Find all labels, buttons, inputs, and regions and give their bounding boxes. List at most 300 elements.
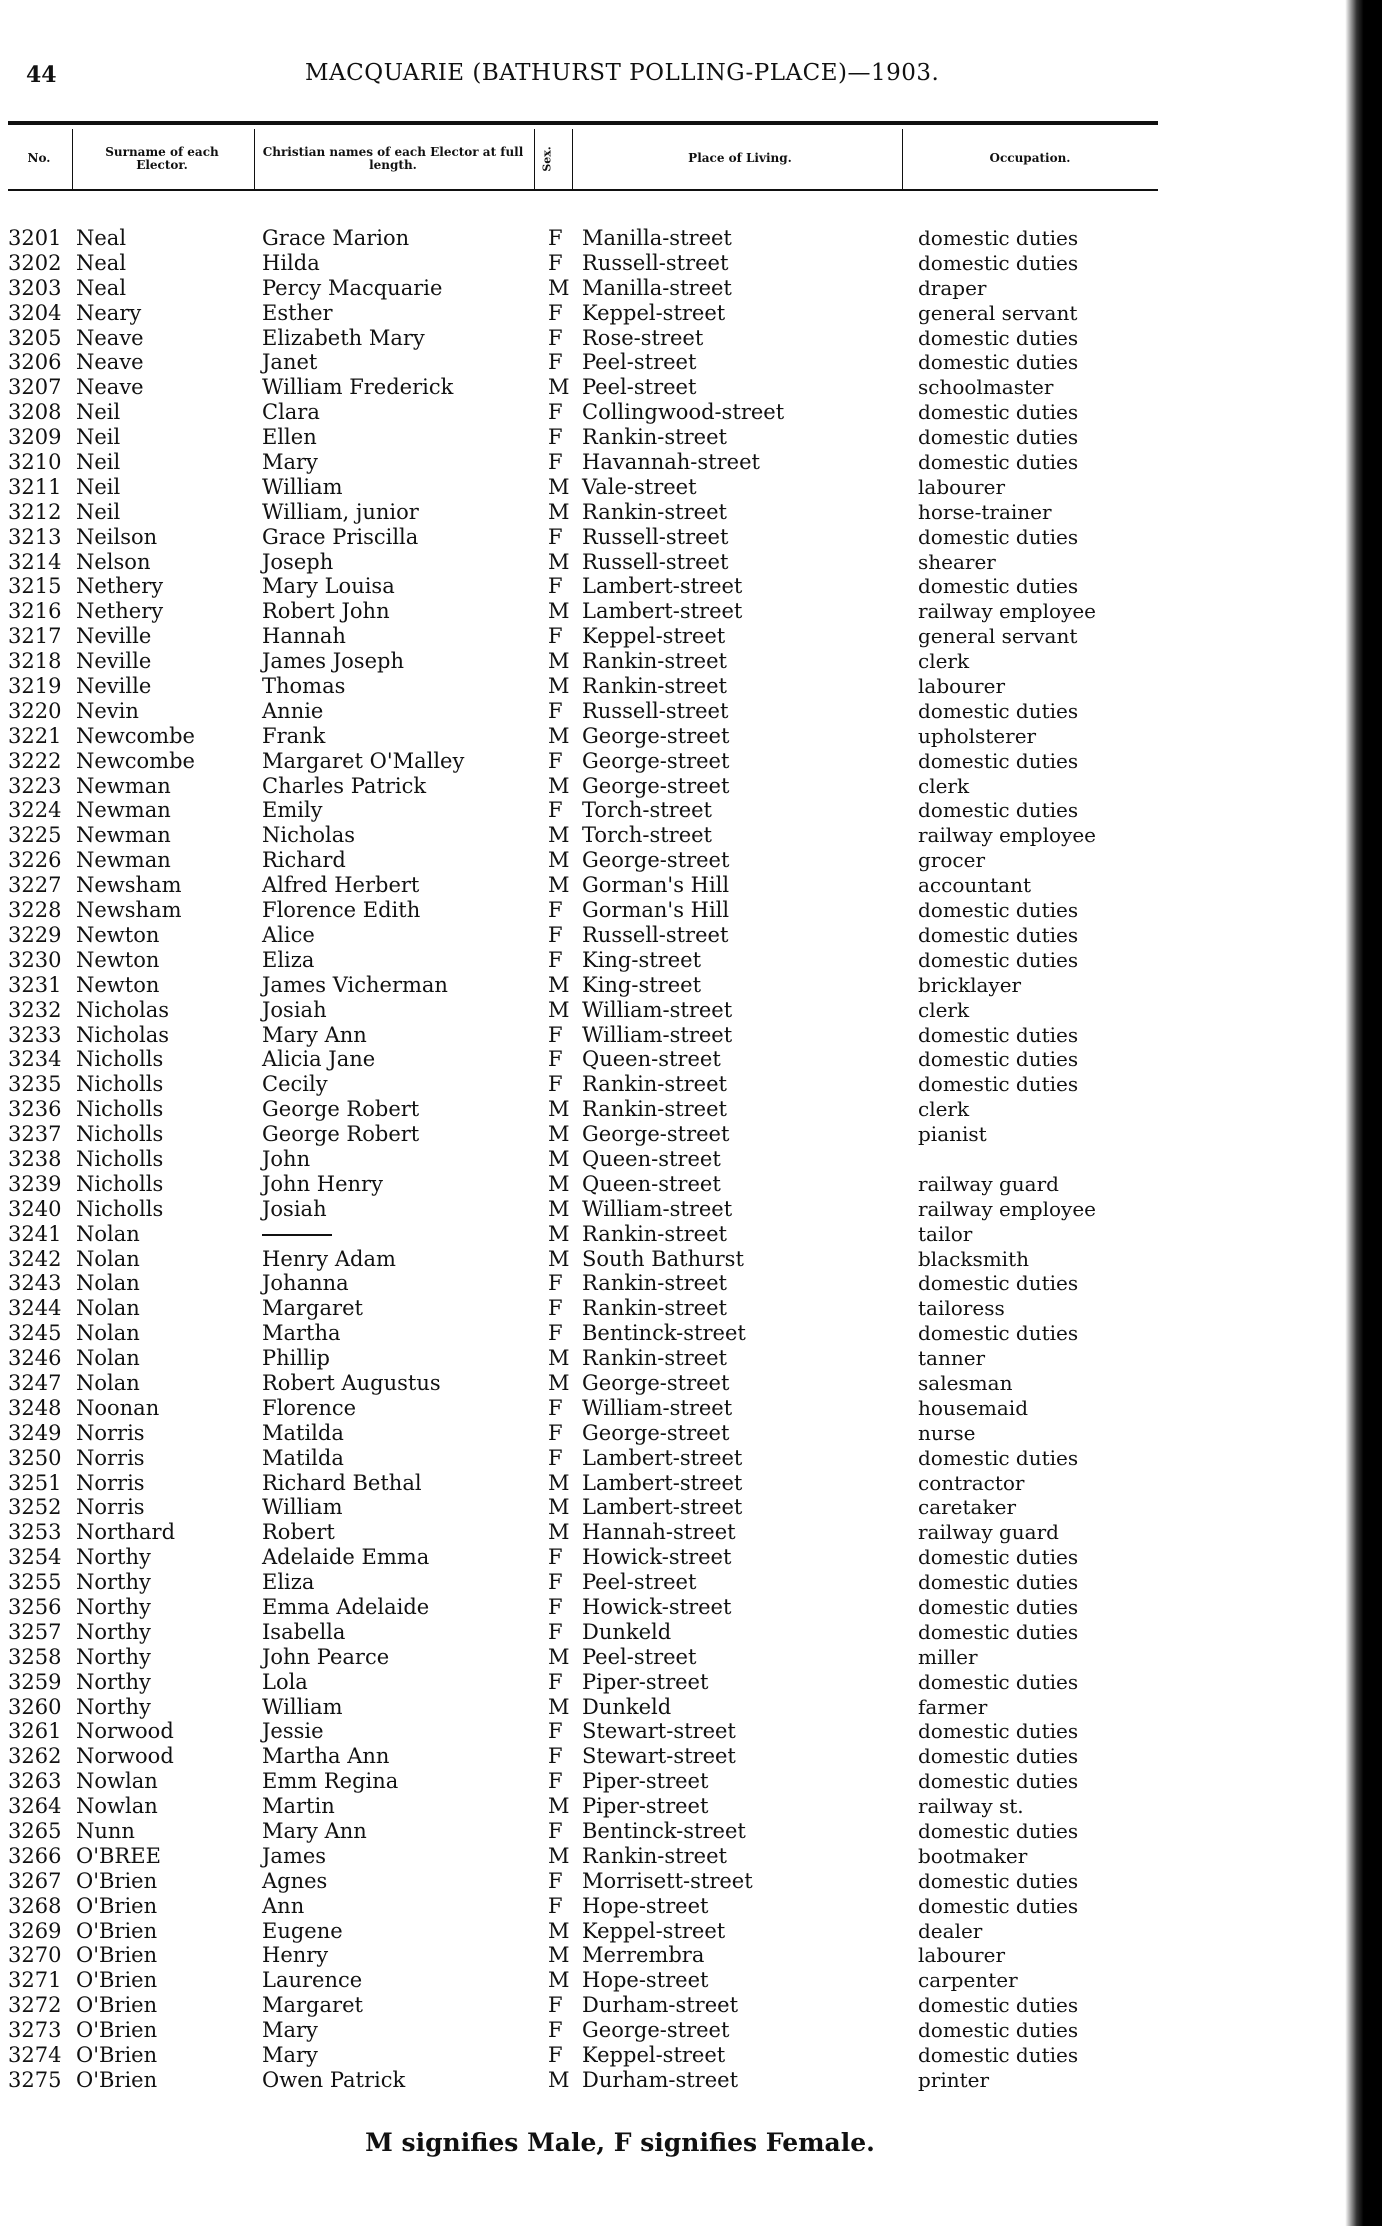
cell-surname: Newton xyxy=(76,922,160,947)
cell-occupation: domestic duties xyxy=(918,1570,1079,1595)
cell-surname: Norwood xyxy=(76,1719,174,1744)
cell-sex: F xyxy=(548,1420,563,1445)
cell-surname: Newton xyxy=(76,972,160,997)
cell-place-of-living: Russell-street xyxy=(582,922,729,947)
cell-occupation: general servant xyxy=(918,624,1078,649)
cell-number: 3210 xyxy=(8,450,62,475)
cell-sex: F xyxy=(548,226,563,250)
cell-christian-names: Robert xyxy=(262,1520,335,1545)
cell-number: 3236 xyxy=(8,1097,62,1122)
cell-sex: F xyxy=(548,450,563,475)
cell-christian-names: Grace Marion xyxy=(262,226,410,250)
cell-number: 3259 xyxy=(8,1669,62,1694)
cell-sex: M xyxy=(548,823,570,848)
table-row xyxy=(0,1570,1160,1595)
table-row xyxy=(0,251,1160,276)
cell-christian-names: Martha xyxy=(262,1321,341,1346)
cell-sex: F xyxy=(548,1719,563,1744)
cell-occupation: blacksmith xyxy=(918,1246,1029,1271)
header-bottom-rule xyxy=(8,189,1158,191)
cell-christian-names: Jessie xyxy=(262,1719,324,1744)
table-row xyxy=(0,375,1160,400)
cell-sex: M xyxy=(548,723,570,748)
cell-place-of-living: Rankin-street xyxy=(582,1296,727,1321)
page-title: MACQUARIE (BATHURST POLLING-PLACE)—1903. xyxy=(305,60,940,86)
cell-place-of-living: Torch-street xyxy=(582,823,712,848)
cell-surname: Nicholas xyxy=(76,1022,170,1047)
cell-number: 3226 xyxy=(8,848,62,873)
cell-sex: F xyxy=(548,1072,563,1097)
cell-surname: O'Brien xyxy=(76,1993,158,2018)
cell-occupation: housemaid xyxy=(918,1395,1028,1420)
cell-place-of-living: Keppel-street xyxy=(582,2043,726,2068)
cell-sex: M xyxy=(548,873,570,898)
cell-christian-names: Margaret xyxy=(262,1296,363,1321)
table-row xyxy=(0,1719,1160,1744)
cell-place-of-living: Bentinck-street xyxy=(582,1321,746,1346)
cell-sex: F xyxy=(548,1993,563,2018)
cell-surname: Neil xyxy=(76,400,121,425)
cell-christian-names: Cecily xyxy=(262,1072,328,1097)
cell-place-of-living: Keppel-street xyxy=(582,300,726,325)
cell-surname: Nicholas xyxy=(76,997,170,1022)
cell-occupation: general servant xyxy=(918,300,1078,325)
cell-number: 3234 xyxy=(8,1047,62,1072)
cell-place-of-living: Queen-street xyxy=(582,1047,721,1072)
cell-number: 3237 xyxy=(8,1122,62,1147)
cell-place-of-living: Peel-street xyxy=(582,1570,697,1595)
cell-occupation: domestic duties xyxy=(918,350,1079,375)
cell-place-of-living: Russell-street xyxy=(582,698,729,723)
cell-number: 3263 xyxy=(8,1769,62,1794)
cell-christian-names: Mary xyxy=(262,450,318,475)
cell-occupation: farmer xyxy=(918,1694,988,1719)
table-row xyxy=(0,923,1160,948)
cell-number: 3238 xyxy=(8,1146,62,1171)
cell-occupation: pianist xyxy=(918,1122,987,1147)
cell-number: 3261 xyxy=(8,1719,62,1744)
table-row xyxy=(0,400,1160,425)
col-divider xyxy=(254,129,255,189)
cell-occupation: bootmaker xyxy=(918,1843,1028,1868)
cell-christian-names: Nicholas xyxy=(262,823,356,848)
cell-occupation: clerk xyxy=(918,997,970,1022)
cell-occupation: domestic duties xyxy=(918,1047,1079,1072)
cell-surname: Newton xyxy=(76,947,160,972)
cell-place-of-living: King-street xyxy=(582,972,702,997)
cell-christian-names: Isabella xyxy=(262,1619,346,1644)
cell-sex: M xyxy=(548,1918,570,1943)
cell-number: 3218 xyxy=(8,649,62,674)
cell-number: 3274 xyxy=(8,2043,62,2068)
cell-christian-names: Mary xyxy=(262,2043,318,2068)
col-divider xyxy=(572,129,573,189)
table-row xyxy=(0,326,1160,351)
cell-surname: Nicholls xyxy=(76,1097,164,1122)
cell-number: 3203 xyxy=(8,275,62,300)
cell-sex: F xyxy=(548,1445,563,1470)
cell-number: 3242 xyxy=(8,1246,62,1271)
cell-occupation: railway employee xyxy=(918,1196,1096,1221)
cell-occupation: domestic duties xyxy=(918,1321,1079,1346)
cell-number: 3233 xyxy=(8,1022,62,1047)
table-row xyxy=(0,674,1160,699)
cell-number: 3264 xyxy=(8,1794,62,1819)
table-row xyxy=(0,1047,1160,1072)
cell-surname: Neave xyxy=(76,325,144,350)
cell-christian-names: William xyxy=(262,474,343,499)
cell-sex: F xyxy=(548,1047,563,1072)
page-number: 44 xyxy=(26,62,57,88)
cell-christian-names: Robert Augustus xyxy=(262,1370,441,1395)
col-divider xyxy=(902,129,903,189)
table-row xyxy=(0,1620,1160,1645)
cell-surname: Neville xyxy=(76,624,152,649)
cell-place-of-living: Havannah-street xyxy=(582,450,760,475)
cell-occupation: domestic duties xyxy=(918,1072,1079,1097)
cell-number: 3249 xyxy=(8,1420,62,1445)
cell-number: 3269 xyxy=(8,1918,62,1943)
cell-christian-names: John Henry xyxy=(262,1171,383,1196)
cell-surname: Nicholls xyxy=(76,1146,164,1171)
elector-table-body xyxy=(0,226,1160,2093)
cell-christian-names: Matilda xyxy=(262,1445,344,1470)
cell-sex: M xyxy=(548,1146,570,1171)
cell-number: 3207 xyxy=(8,375,62,400)
cell-number: 3216 xyxy=(8,599,62,624)
cell-christian-names: Janet xyxy=(262,350,318,375)
cell-christian-names: Grace Priscilla xyxy=(262,524,419,549)
cell-place-of-living: Hope-street xyxy=(582,1893,709,1918)
cell-number: 3270 xyxy=(8,1943,62,1968)
cell-sex: F xyxy=(548,922,563,947)
cell-sex: M xyxy=(548,1794,570,1819)
cell-number: 3260 xyxy=(8,1694,62,1719)
cell-occupation: nurse xyxy=(918,1420,976,1445)
table-row xyxy=(0,1122,1160,1147)
cell-number: 3271 xyxy=(8,1968,62,1993)
cell-number: 3243 xyxy=(8,1271,62,1296)
cell-surname: Northy xyxy=(76,1545,151,1570)
cell-christian-names: Ann xyxy=(262,1893,305,1918)
cell-sex: F xyxy=(548,2018,563,2043)
cell-place-of-living: Howick-street xyxy=(582,1594,732,1619)
cell-place-of-living: Howick-street xyxy=(582,1545,732,1570)
cell-place-of-living: Peel-street xyxy=(582,1644,697,1669)
cell-christian-names: Adelaide Emma xyxy=(262,1545,430,1570)
cell-place-of-living: Gorman's Hill xyxy=(582,898,730,923)
cell-surname: Noonan xyxy=(76,1395,160,1420)
cell-place-of-living: Russell-street xyxy=(582,250,729,275)
cell-place-of-living: Lambert-street xyxy=(582,1495,743,1520)
cell-place-of-living: Lambert-street xyxy=(582,599,743,624)
cell-place-of-living: Rankin-street xyxy=(582,649,727,674)
cell-christian-names: Emily xyxy=(262,798,323,823)
cell-surname: Nolan xyxy=(76,1321,140,1346)
table-row xyxy=(0,1968,1160,1993)
cell-christian-names: George Robert xyxy=(262,1122,420,1147)
cell-surname: Newman xyxy=(76,848,171,873)
cell-christian-names: William, junior xyxy=(262,499,419,524)
cell-surname: Norris xyxy=(76,1420,145,1445)
cell-place-of-living: Russell-street xyxy=(582,524,729,549)
cell-surname: Neave xyxy=(76,350,144,375)
cell-number: 3202 xyxy=(8,250,62,275)
cell-place-of-living: George-street xyxy=(582,1370,730,1395)
cell-sex: M xyxy=(548,997,570,1022)
cell-number: 3230 xyxy=(8,947,62,972)
cell-surname: O'Brien xyxy=(76,2067,158,2092)
cell-occupation: domestic duties xyxy=(918,1594,1079,1619)
cell-sex: M xyxy=(548,1246,570,1271)
cell-christian-names: Ellen xyxy=(262,425,317,450)
cell-place-of-living: Manilla-street xyxy=(582,226,732,250)
cell-occupation: miller xyxy=(918,1644,978,1669)
cell-occupation: tanner xyxy=(918,1346,986,1371)
table-row xyxy=(0,1943,1160,1968)
cell-christian-names: Eliza xyxy=(262,947,315,972)
cell-number: 3227 xyxy=(8,873,62,898)
table-row xyxy=(0,1296,1160,1321)
cell-occupation: caretaker xyxy=(918,1495,1016,1520)
cell-surname: Northard xyxy=(76,1520,176,1545)
cell-number: 3275 xyxy=(8,2067,62,2092)
table-row xyxy=(0,276,1160,301)
col-divider xyxy=(72,129,73,189)
cell-sex: F xyxy=(548,1594,563,1619)
cell-occupation: clerk xyxy=(918,1097,970,1122)
table-row xyxy=(0,774,1160,799)
cell-christian-names: Owen Patrick xyxy=(262,2067,406,2092)
col-header-place: Place of Living. xyxy=(688,151,792,166)
cell-christian-names: William Frederick xyxy=(262,375,454,400)
cell-number: 3240 xyxy=(8,1196,62,1221)
cell-sex: F xyxy=(548,1893,563,1918)
cell-christian-names: Margaret xyxy=(262,1993,363,2018)
cell-surname: Newcombe xyxy=(76,748,195,773)
table-row xyxy=(0,948,1160,973)
cell-sex: F xyxy=(548,947,563,972)
cell-occupation: domestic duties xyxy=(918,1893,1079,1918)
cell-sex: M xyxy=(548,1968,570,1993)
cell-place-of-living: George-street xyxy=(582,1420,730,1445)
cell-occupation: domestic duties xyxy=(918,1445,1079,1470)
cell-number: 3223 xyxy=(8,773,62,798)
cell-christian-names: Robert John xyxy=(262,599,390,624)
cell-surname: Nolan xyxy=(76,1370,140,1395)
table-row xyxy=(0,2043,1160,2068)
cell-occupation: railway employee xyxy=(918,823,1096,848)
table-row xyxy=(0,500,1160,525)
cell-number: 3254 xyxy=(8,1545,62,1570)
col-header-surname: Surname of each Elector. xyxy=(105,144,219,172)
cell-christian-names: Emma Adelaide xyxy=(262,1594,430,1619)
cell-number: 3222 xyxy=(8,748,62,773)
cell-occupation: domestic duties xyxy=(918,698,1079,723)
table-row xyxy=(0,1471,1160,1496)
cell-occupation: shearer xyxy=(918,549,996,574)
cell-place-of-living: Queen-street xyxy=(582,1171,721,1196)
cell-surname: O'Brien xyxy=(76,1918,158,1943)
cell-occupation: domestic duties xyxy=(918,922,1079,947)
cell-sex: M xyxy=(548,275,570,300)
cell-christian-names: Johanna xyxy=(262,1271,349,1296)
cell-christian-names: Eliza xyxy=(262,1570,315,1595)
cell-number: 3252 xyxy=(8,1495,62,1520)
cell-occupation: domestic duties xyxy=(918,1819,1079,1843)
cell-occupation: dealer xyxy=(918,1918,983,1943)
cell-place-of-living: Piper-street xyxy=(582,1669,709,1694)
cell-sex: M xyxy=(548,649,570,674)
cell-christian-names: Elizabeth Mary xyxy=(262,325,425,350)
cell-surname: Northy xyxy=(76,1694,151,1719)
table-row xyxy=(0,2068,1160,2093)
table-row xyxy=(0,898,1160,923)
table-row xyxy=(0,1769,1160,1794)
table-row xyxy=(0,1595,1160,1620)
cell-occupation: draper xyxy=(918,275,987,300)
cell-sex: M xyxy=(548,1196,570,1221)
cell-place-of-living: Rankin-street xyxy=(582,1097,727,1122)
table-row xyxy=(0,848,1160,873)
col-header-no: No. xyxy=(27,151,51,166)
cell-christian-names: Florence xyxy=(262,1395,357,1420)
table-row xyxy=(0,450,1160,475)
cell-christian-names: Annie xyxy=(262,698,324,723)
cell-number: 3273 xyxy=(8,2018,62,2043)
cell-sex: M xyxy=(548,375,570,400)
cell-surname: Neal xyxy=(76,275,127,300)
table-row xyxy=(0,1197,1160,1222)
cell-number: 3251 xyxy=(8,1470,62,1495)
cell-sex: F xyxy=(548,1321,563,1346)
cell-occupation: domestic duties xyxy=(918,748,1079,773)
cell-sex: M xyxy=(548,2067,570,2092)
cell-surname: Newman xyxy=(76,823,171,848)
table-row xyxy=(0,1495,1160,1520)
cell-number: 3217 xyxy=(8,624,62,649)
cell-number: 3245 xyxy=(8,1321,62,1346)
cell-surname: Newman xyxy=(76,773,171,798)
cell-christian-names: Agnes xyxy=(262,1868,328,1893)
cell-surname: Nolan xyxy=(76,1271,140,1296)
cell-occupation: domestic duties xyxy=(918,450,1079,475)
cell-number: 3219 xyxy=(8,674,62,699)
cell-sex: F xyxy=(548,400,563,425)
cell-surname: Nethery xyxy=(76,574,164,599)
cell-christian-names: Henry xyxy=(262,1943,329,1968)
cell-sex: F xyxy=(548,1769,563,1794)
cell-sex: M xyxy=(548,1694,570,1719)
cell-christian-names: Joseph xyxy=(262,549,334,574)
table-row xyxy=(0,1520,1160,1545)
cell-place-of-living: Merrembra xyxy=(582,1943,705,1968)
table-row xyxy=(0,2018,1160,2043)
cell-place-of-living: Bentinck-street xyxy=(582,1819,746,1843)
table-row xyxy=(0,1794,1160,1819)
col-header-occupation: Occupation. xyxy=(989,151,1071,166)
cell-place-of-living: Collingwood-street xyxy=(582,400,785,425)
cell-place-of-living: George-street xyxy=(582,1122,730,1147)
cell-sex: F xyxy=(548,898,563,923)
cell-number: 3255 xyxy=(8,1570,62,1595)
cell-occupation: railway guard xyxy=(918,1171,1059,1196)
cell-number: 3213 xyxy=(8,524,62,549)
cell-place-of-living: Lambert-street xyxy=(582,1470,743,1495)
blank-name-dash xyxy=(262,1234,332,1236)
cell-surname: Northy xyxy=(76,1570,151,1595)
cell-surname: Neilson xyxy=(76,524,158,549)
cell-sex: F xyxy=(548,1395,563,1420)
cell-sex: M xyxy=(548,1470,570,1495)
cell-sex: F xyxy=(548,300,563,325)
cell-place-of-living: Keppel-street xyxy=(582,624,726,649)
cell-surname: Neil xyxy=(76,450,121,475)
cell-number: 3247 xyxy=(8,1370,62,1395)
cell-sex: F xyxy=(548,524,563,549)
table-row xyxy=(0,1919,1160,1944)
cell-surname: Neville xyxy=(76,674,152,699)
cell-occupation: domestic duties xyxy=(918,400,1079,425)
table-row xyxy=(0,1869,1160,1894)
table-row xyxy=(0,1744,1160,1769)
cell-occupation: printer xyxy=(918,2067,990,2092)
cell-number: 3235 xyxy=(8,1072,62,1097)
cell-surname: Nowlan xyxy=(76,1769,158,1794)
cell-sex: F xyxy=(548,1296,563,1321)
cell-place-of-living: Torch-street xyxy=(582,798,712,823)
cell-number: 3257 xyxy=(8,1619,62,1644)
cell-christian-names: Josiah xyxy=(262,1196,327,1221)
cell-number: 3221 xyxy=(8,723,62,748)
table-row xyxy=(0,624,1160,649)
cell-number: 3224 xyxy=(8,798,62,823)
cell-number: 3246 xyxy=(8,1346,62,1371)
cell-number: 3208 xyxy=(8,400,62,425)
cell-sex: F xyxy=(548,1744,563,1769)
cell-occupation: domestic duties xyxy=(918,574,1079,599)
cell-number: 3205 xyxy=(8,325,62,350)
cell-sex: F xyxy=(548,1271,563,1296)
cell-christian-names: Hilda xyxy=(262,250,320,275)
cell-number: 3268 xyxy=(8,1893,62,1918)
cell-christian-names: Martin xyxy=(262,1794,335,1819)
cell-sex: M xyxy=(548,773,570,798)
cell-occupation: clerk xyxy=(918,649,970,674)
cell-sex: M xyxy=(548,1221,570,1246)
cell-place-of-living: South Bathurst xyxy=(582,1246,744,1271)
cell-place-of-living: Dunkeld xyxy=(582,1694,672,1719)
cell-surname: Newcombe xyxy=(76,723,195,748)
cell-christian-names: William xyxy=(262,1495,343,1520)
cell-surname: O'Brien xyxy=(76,1943,158,1968)
table-row xyxy=(0,1346,1160,1371)
table-row xyxy=(0,1097,1160,1122)
table-row xyxy=(0,749,1160,774)
cell-christian-names: John xyxy=(262,1146,311,1171)
table-row xyxy=(0,1670,1160,1695)
cell-christian-names: Emm Regina xyxy=(262,1769,399,1794)
table-row xyxy=(0,1321,1160,1346)
table-row xyxy=(0,823,1160,848)
table-row xyxy=(0,1222,1160,1247)
cell-surname: O'Brien xyxy=(76,2043,158,2068)
cell-place-of-living: Hope-street xyxy=(582,1968,709,1993)
cell-occupation: upholsterer xyxy=(918,723,1037,748)
table-row xyxy=(0,1993,1160,2018)
table-row xyxy=(0,1645,1160,1670)
cell-number: 3220 xyxy=(8,698,62,723)
